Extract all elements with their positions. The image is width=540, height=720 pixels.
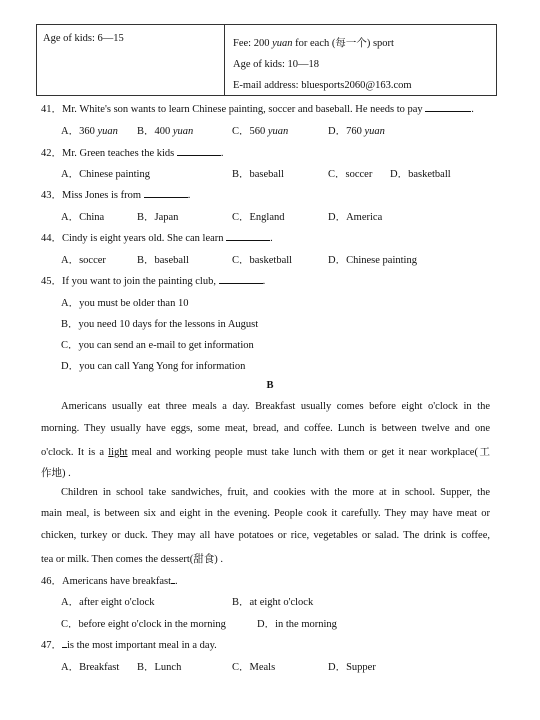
passage-line: o'clock. It is a light meal and working people must take lunch with them or get it near workplace(工: [41, 447, 490, 458]
option-41-a: A．360 yuan: [61, 126, 118, 137]
passage-line: Children in school take sandwiches, fruit, and cookies with the more at in school. Supper, the: [61, 487, 490, 498]
passage-line: tea or milk. Then comes the dessert(甜食) .: [41, 554, 224, 565]
option-42-a: A．Chinese painting: [61, 169, 150, 180]
option-41-d: D．760 yuan: [328, 126, 385, 137]
option-44-d: D．Chinese painting: [328, 255, 417, 266]
option-42-b: B．baseball: [232, 169, 284, 180]
option-43-a: A．China: [61, 212, 105, 223]
option-41-c: C．560 yuan: [232, 126, 289, 137]
option-44-b: B．baseball: [137, 255, 189, 266]
option-47-b: B．Lunch: [137, 662, 182, 673]
answer-blank: [226, 231, 270, 241]
table-cell-age: Age of kids: 6—15: [43, 33, 124, 44]
answer-blank: [171, 574, 175, 584]
answer-blank: [219, 274, 263, 284]
question-45: 45．If you want to join the painting club, .: [41, 276, 266, 287]
question-47: 47． is the most important meal in a day.: [41, 640, 217, 651]
answer-blank: [425, 102, 471, 112]
question-41: 41．Mr. White's son wants to learn Chinese painting, soccer and baseball. He needs to pay .: [41, 104, 474, 115]
question-43: 43．Miss Jones is from .: [41, 190, 191, 201]
option-47-c: C．Meals: [232, 662, 276, 673]
option-46-d: D．in the morning: [257, 619, 337, 630]
option-41-b: B．400 yuan: [137, 126, 194, 137]
question-42: 42．Mr. Green teaches the kids .: [41, 148, 224, 159]
underlined-word: light: [108, 447, 128, 458]
option-45-b: B．you need 10 days for the lessons in August: [61, 319, 259, 330]
question-44: 44．Cindy is eight years old. She can learn .: [41, 233, 273, 244]
option-43-c: C．England: [232, 212, 285, 223]
age-line: Age of kids: 10—18: [233, 59, 320, 70]
passage-line: chicken, turkey or duck. They may all have potatoes or rice, vegetables or salad. The drink is coffee,: [41, 530, 490, 541]
passage-line: morning. They usually have eggs, some meat, bread, and coffee. Lunch is between twelve and one: [41, 423, 490, 434]
passage-line: main meal, is between six and eight in the evening. People cook it carefully. They may have meat or: [41, 508, 490, 519]
table-cell-sports-info: [233, 33, 412, 96]
option-42-c: C．soccer: [328, 169, 373, 180]
section-heading-b: B: [266, 380, 274, 391]
option-47-d: D．Supper: [328, 662, 376, 673]
option-47-a: A．Breakfast: [61, 662, 120, 673]
option-43-d: D．America: [328, 212, 383, 223]
passage-line: 作地) .: [41, 468, 71, 479]
option-46-a: A．after eight o'clock: [61, 597, 155, 608]
question-46: 46．Americans have breakfast .: [41, 576, 178, 587]
option-45-a: A．you must be older than 10: [61, 298, 189, 309]
option-42-d: D．basketball: [390, 169, 451, 180]
option-44-a: A．soccer: [61, 255, 106, 266]
option-46-b: B．at eight o'clock: [232, 597, 314, 608]
fee-line: Fee: 200 yuan for each (每一个) sport: [233, 38, 394, 49]
answer-blank: [177, 146, 221, 156]
email-line: E-mail address: bluesports2060@163.com: [233, 80, 412, 91]
option-46-c: C．before eight o'clock in the morning: [61, 619, 226, 630]
option-45-d: D．you can call Yang Yong for information: [61, 361, 246, 372]
option-44-c: C．basketball: [232, 255, 293, 266]
option-43-b: B．Japan: [137, 212, 179, 223]
answer-blank: [144, 188, 188, 198]
info-table: [36, 24, 497, 96]
option-45-c: C．you can send an e-mail to get information: [61, 340, 254, 351]
passage-line: Americans usually eat three meals a day. Breakfast usually comes before eight o'clock in the: [61, 401, 490, 412]
table-divider: [224, 25, 225, 95]
